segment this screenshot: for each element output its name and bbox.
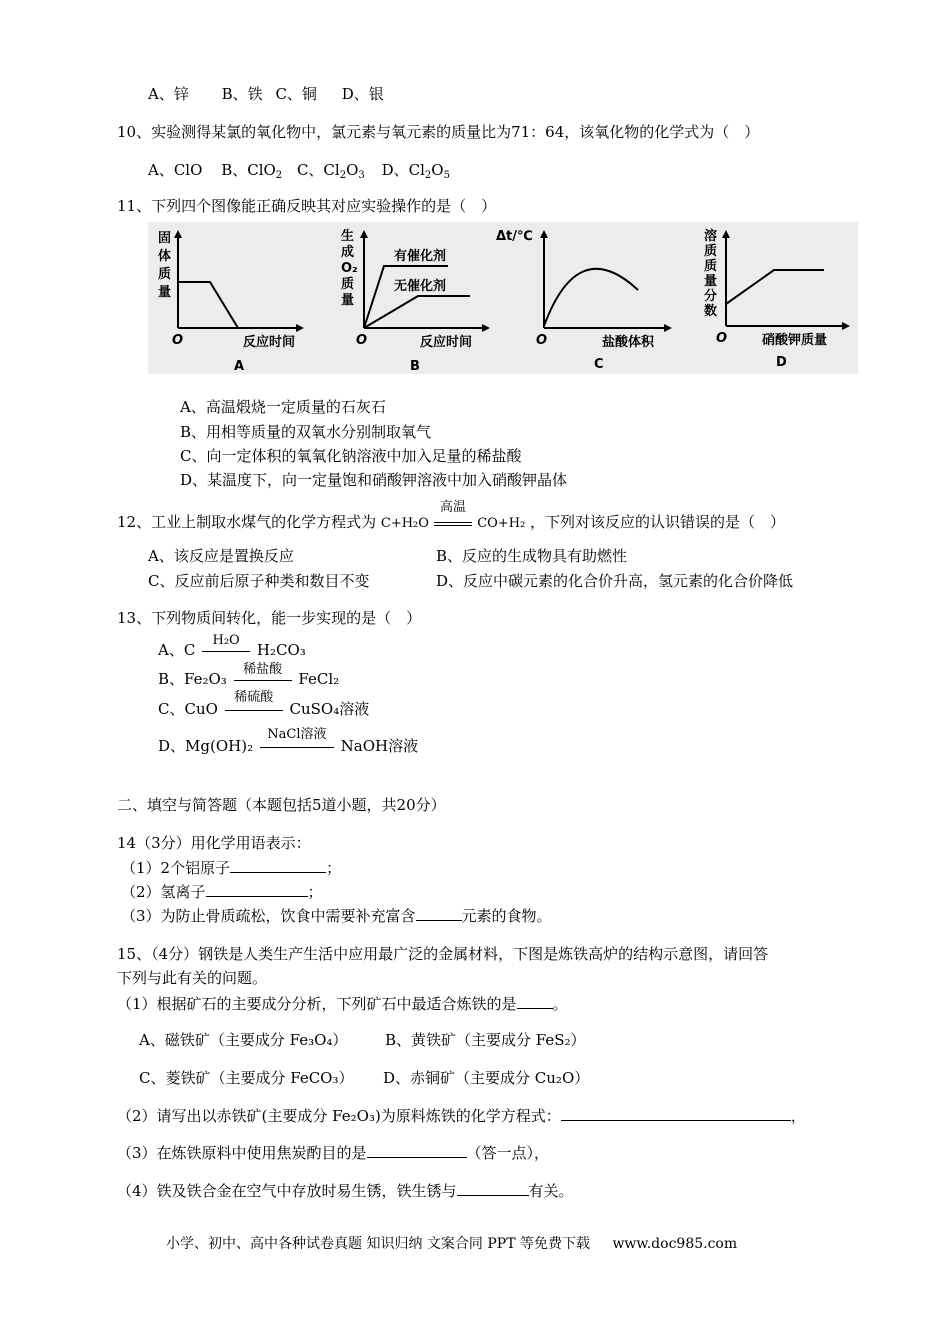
graph-b-curve2-label: 无催化剂 xyxy=(394,279,447,294)
q13-c-product: CuSO₄溶液 xyxy=(289,700,370,718)
graph-d-ylabel-4: 量 xyxy=(704,274,718,289)
graph-d xyxy=(704,228,850,370)
q13-b-reagent: 稀盐酸 xyxy=(243,662,283,677)
q11-option-a: A、高温煅烧一定质量的石灰石 xyxy=(180,398,386,416)
q12-option-b: B、反应的生成物具有助燃性 xyxy=(436,547,628,565)
q15-p4-blank[interactable] xyxy=(457,1181,529,1196)
q15-part3 xyxy=(117,1143,549,1163)
q13-option-b xyxy=(158,662,340,689)
q10-stem: 10、实验测得某氯的氧化物中，氯元素与氧元素的质量比为71：64，该氧化物的化学式为（ ） xyxy=(117,123,760,141)
graph-b-ylabel-2: 成 xyxy=(341,245,355,260)
q13-stem: 13、下列物质间转化，能一步实现的是（ ） xyxy=(117,609,422,627)
q15-option-b: B、黄铁矿（主要成分 FeS₂） xyxy=(385,1031,586,1049)
graph-d-ylabel-2: 质 xyxy=(704,244,718,259)
q15-p1-text: （1）根据矿石的主要成分分析，下列矿石中最适合炼铁的是 xyxy=(117,995,517,1013)
graph-b-xlabel: 反应时间 xyxy=(420,335,473,350)
graph-a-origin: O xyxy=(172,333,184,348)
q15-p2-text: （2）请写出以赤铁矿(主要成分 Fe₂O₃)为原料炼铁的化学方程式： xyxy=(117,1107,561,1125)
q12-stem xyxy=(117,500,786,534)
graph-b-ylabel-3: O₂ xyxy=(341,261,358,276)
q10-option-d: D、$Cl_2O_5$ xyxy=(381,161,450,181)
graph-b-ylabel-4: 质 xyxy=(341,277,355,292)
graph-c-letter: C xyxy=(594,357,604,372)
footer-url[interactable]: www.doc985.com xyxy=(612,1236,738,1252)
q13-b-arrow xyxy=(232,662,294,689)
graph-a-ylabel xyxy=(158,231,171,300)
q14-part1 xyxy=(121,858,341,878)
q10-option-a: A、ClO xyxy=(148,161,203,179)
q15-p1-end: 。 xyxy=(552,995,568,1013)
graph-c-origin: O xyxy=(536,333,548,348)
q13-a-arrow xyxy=(200,633,252,660)
q12-eq-arrow xyxy=(433,500,473,534)
graph-a-xlabel: 反应时间 xyxy=(243,335,296,350)
graph-d-ylabel-1: 溶 xyxy=(704,229,718,244)
graph-d-ylabel xyxy=(704,228,717,319)
footer xyxy=(166,1234,737,1254)
q14-p1-blank[interactable] xyxy=(230,858,326,873)
q13-option-d xyxy=(158,727,419,756)
q11-graph-svg xyxy=(148,222,858,374)
q15-stem-line1: 15、（4分）钢铁是人类生产生活中应用最广泛的金属材料，下图是炼铁高炉的结构示意图，请回答 xyxy=(117,945,769,963)
q14-part3 xyxy=(121,906,552,926)
q10-option-c: C、$Cl_2O_3$ xyxy=(296,161,365,181)
q12-stem-pre: 12、工业上制取水煤气的化学方程式为 xyxy=(117,513,377,531)
q13-a-product: H₂CO₃ xyxy=(256,641,306,659)
graph-b-letter: B xyxy=(410,359,420,374)
q13-d-reactant: D、Mg(OH)₂ xyxy=(158,737,254,755)
q10-options xyxy=(148,160,450,186)
q14-part2 xyxy=(121,882,323,902)
graph-d-xlabel: 硝酸钾质量 xyxy=(762,333,828,348)
q13-option-a xyxy=(158,633,306,660)
q15-p3-text: （3）在炼铁原料中使用焦炭酌目的是 xyxy=(117,1144,367,1162)
q15-p3-end: （答一点）， xyxy=(466,1144,550,1162)
q13-d-reagent: NaCl溶液 xyxy=(267,727,327,742)
q13-d-product: NaOH溶液 xyxy=(340,737,419,755)
graph-d-ylabel-6: 数 xyxy=(704,304,718,319)
graph-d-letter: D xyxy=(776,355,787,370)
q15-option-c: C、菱铁矿（主要成分 FeCO₃） xyxy=(139,1069,354,1087)
q14-p1-text: （1）2个铝原子 xyxy=(121,859,231,877)
graph-a-ylabel-4: 量 xyxy=(158,285,172,300)
graph-c-ylabel: Δt/℃ xyxy=(496,229,533,244)
q12-option-c: C、反应前后原子种类和数目不变 xyxy=(148,572,370,590)
q14-p2-end: ； xyxy=(307,883,323,901)
q15-part4 xyxy=(117,1181,574,1201)
q13-a-reactant: A、C xyxy=(158,641,196,659)
q15-option-a: A、磁铁矿（主要成分 Fe₃O₄） xyxy=(139,1031,348,1049)
graph-b-ylabel-5: 量 xyxy=(341,293,355,308)
graph-a-ylabel-3: 质 xyxy=(158,267,172,282)
q9-option-d: D、银 xyxy=(341,85,384,103)
q15-p4-end: 有关。 xyxy=(528,1182,574,1200)
q14-stem: 14（3分）用化学用语表示： xyxy=(117,834,311,852)
q15-p3-blank[interactable] xyxy=(367,1143,467,1158)
graph-b-ylabel xyxy=(341,228,358,308)
q13-b-product: FeCl₂ xyxy=(298,670,340,688)
q9-option-a: A、锌 xyxy=(148,85,189,103)
graph-d-ylabel-5: 分 xyxy=(704,289,718,304)
q15-p2-end: ， xyxy=(790,1107,806,1125)
q13-d-arrow xyxy=(258,727,336,756)
q12-eq-left: C+H₂O xyxy=(380,516,429,531)
q15-p4-text: （4）铁及铁合金在空气中存放时易生锈，铁生锈与 xyxy=(117,1182,457,1200)
q12-option-d: D、反应中碳元素的化合价升高，氢元素的化合价降低 xyxy=(436,572,794,590)
q15-part2 xyxy=(117,1106,806,1126)
q13-b-reactant: B、Fe₂O₃ xyxy=(158,670,227,688)
graph-a-ylabel-1: 固 xyxy=(158,231,172,246)
q14-p2-blank[interactable] xyxy=(206,882,308,897)
q12-eq-condition: 高温 xyxy=(440,500,467,515)
q15-p1-blank[interactable] xyxy=(517,994,553,1009)
q13-c-reactant: C、CuO xyxy=(158,700,218,718)
q12-option-a: A、该反应是置换反应 xyxy=(148,547,294,565)
graph-b xyxy=(341,228,490,374)
graph-d-ylabel-3: 质 xyxy=(704,259,718,274)
graph-b-origin: O xyxy=(356,333,368,348)
graph-a-ylabel-2: 体 xyxy=(158,249,172,264)
q15-p2-blank[interactable] xyxy=(561,1106,791,1121)
q13-c-arrow xyxy=(223,690,285,719)
q14-p3-end: 元素的食物。 xyxy=(461,907,552,925)
q12-equation xyxy=(380,500,526,534)
q15-option-d: D、赤铜矿（主要成分 Cu₂O） xyxy=(383,1069,590,1087)
graph-c xyxy=(496,229,672,372)
q11-stem: 11、下列四个图像能正确反映其对应实验操作的是（ ） xyxy=(117,197,497,215)
section2-title: 二、填空与简答题（本题包括5道小题，共20分） xyxy=(117,796,446,814)
q11-option-b: B、用相等质量的双氧水分别制取氧气 xyxy=(180,423,432,441)
q9-options xyxy=(148,84,384,104)
q12-eq-right: CO+H₂ xyxy=(477,516,526,531)
q15-stem-line2: 下列与此有关的问题。 xyxy=(117,969,268,987)
graph-d-origin: O xyxy=(716,331,728,346)
graph-b-curve1-label: 有催化剂 xyxy=(394,249,447,264)
q9-option-c: C、铜 xyxy=(275,85,317,103)
q9-option-b: B、铁 xyxy=(221,85,263,103)
graph-c-xlabel: 盐酸体积 xyxy=(602,335,655,350)
q13-option-c xyxy=(158,690,370,719)
footer-text: 小学、初中、高中各种试卷真题 知识归纳 文案合同 PPT 等免费下载 xyxy=(166,1236,590,1252)
q14-p3-text: （3）为防止骨质疏松，饮食中需要补充富含 xyxy=(121,907,416,925)
q14-p2-text: （2）氢离子 xyxy=(121,883,206,901)
q10-option-b: B、ClO$_2$ xyxy=(221,161,283,181)
q14-p1-end: ； xyxy=(326,859,342,877)
q15-part1 xyxy=(117,994,568,1014)
q11-option-c: C、向一定体积的氧氧化钠溶液中加入足量的稀盐酸 xyxy=(180,447,522,465)
q14-p3-blank[interactable] xyxy=(416,906,462,921)
q13-a-reagent: H₂O xyxy=(212,633,240,648)
graph-b-ylabel-1: 生 xyxy=(341,229,355,244)
q11-graphs xyxy=(148,222,858,374)
graph-a-letter: A xyxy=(234,359,245,374)
q12-stem-post: ，下列对该反应的认识错误的是（ ） xyxy=(530,513,786,531)
q11-option-d: D、某温度下，向一定量饱和硝酸钾溶液中加入硝酸钾晶体 xyxy=(180,471,568,489)
q13-c-reagent: 稀硫酸 xyxy=(234,690,274,705)
graph-a xyxy=(158,230,304,374)
